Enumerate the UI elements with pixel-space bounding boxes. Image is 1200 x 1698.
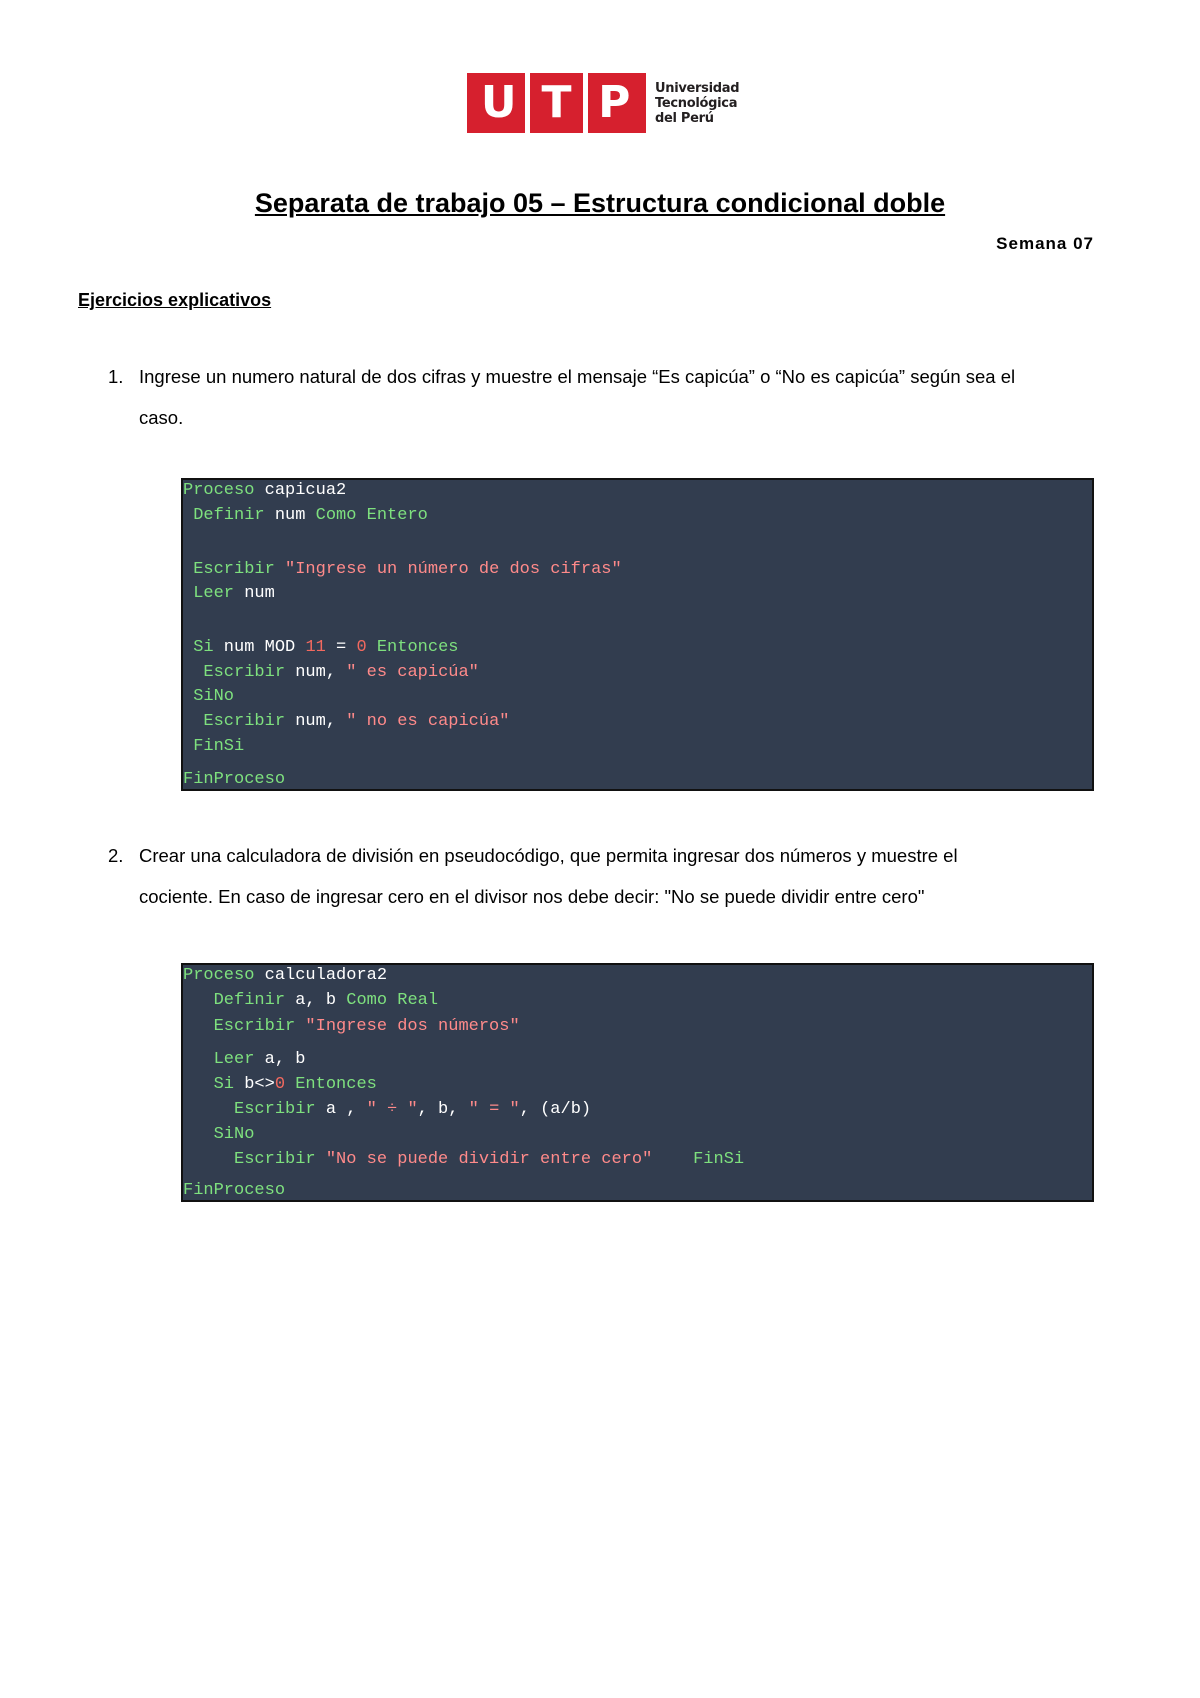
code-keyword: Si [183, 638, 214, 657]
logo-text-line: Universidad [655, 80, 740, 96]
code-line [183, 1100, 591, 1120]
utp-logo [467, 72, 739, 134]
code-text: b<> [234, 1075, 275, 1094]
exercise-text-line: caso. [139, 407, 184, 428]
code-text: num MOD [213, 638, 306, 657]
code-line [183, 687, 234, 707]
exercise-text-line: cociente. En caso de ingresar cero en el divisor nos debe decir: "No se puede dividir entre cero" [139, 886, 925, 907]
code-keyword: Como Entero [315, 506, 428, 525]
code-line [183, 1050, 305, 1070]
exercise-1 [108, 356, 1108, 438]
code-keyword: Si [183, 1075, 235, 1094]
code-number: 0 [274, 1075, 286, 1094]
code-string: "Ingrese dos números" [295, 1017, 520, 1036]
code-keyword: FinProceso [183, 1181, 286, 1200]
code-text: a , [315, 1100, 367, 1119]
code-text: , (a/b) [519, 1100, 592, 1119]
code-line [183, 638, 458, 658]
code-keyword: SiNo [183, 687, 235, 706]
code-keyword: Como Real [346, 991, 439, 1010]
code-keyword: Escribir [183, 663, 286, 682]
code-line [183, 1150, 744, 1170]
code-block-calculadora [181, 963, 1094, 1202]
code-line [183, 770, 285, 790]
code-keyword: Escribir [183, 1150, 316, 1169]
week-label: Semana 07 [996, 234, 1094, 253]
code-keyword: Proceso [183, 966, 255, 985]
code-text: , b, [417, 1100, 469, 1119]
code-line [183, 663, 479, 683]
logo-separator [583, 73, 588, 133]
exercise-number: 1. [108, 366, 124, 387]
code-string: " no es capicúa" [346, 712, 510, 731]
code-keyword: Leer [183, 584, 235, 603]
code-line [183, 506, 428, 526]
code-block-capicua [181, 478, 1094, 791]
code-text: num, [285, 712, 347, 731]
code-string: " ÷ " [366, 1100, 418, 1119]
code-text: = [325, 638, 357, 657]
code-keyword: Definir [183, 506, 265, 525]
code-text: a, b [285, 991, 347, 1010]
code-keyword: Definir [183, 991, 286, 1010]
code-line [183, 1075, 377, 1095]
code-text: num [264, 506, 316, 525]
code-keyword: SiNo [183, 1125, 255, 1144]
exercise-text-line: Crear una calculadora de división en pseudocódigo, que permita ingresar dos números y muestre el [139, 845, 958, 866]
logo-text-line: del Perú [655, 110, 714, 126]
logo-letter-p: P [598, 77, 631, 128]
code-keyword: Leer [183, 1050, 255, 1069]
code-keyword: Escribir [183, 1100, 316, 1119]
code-text: capicua2 [254, 481, 347, 500]
logo-separator [525, 73, 530, 133]
code-keyword: FinSi [652, 1150, 745, 1169]
code-line [183, 1017, 520, 1037]
code-keyword: FinProceso [183, 770, 286, 789]
code-keyword: Escribir [183, 712, 286, 731]
code-number: 11 [305, 638, 326, 657]
code-keyword: Escribir [183, 560, 275, 579]
code-text: a, b [254, 1050, 306, 1069]
code-string: "Ingrese un número de dos cifras" [274, 560, 622, 579]
code-text: calculadora2 [254, 966, 388, 985]
code-text: num [234, 584, 275, 603]
logo-letter-u: U [480, 77, 517, 128]
code-keyword: FinSi [183, 737, 245, 756]
code-line [183, 560, 622, 580]
code-line [183, 966, 387, 986]
code-string: "No se puede dividir entre cero" [315, 1150, 653, 1169]
exercise-number: 2. [108, 845, 124, 866]
code-text: num, [285, 663, 347, 682]
code-keyword: Escribir [183, 1017, 296, 1036]
logo-text-line: Tecnológica [655, 95, 738, 111]
code-line [183, 1181, 285, 1201]
code-keyword: Entonces [366, 638, 459, 657]
code-line [183, 737, 244, 757]
logo-mark [467, 73, 646, 133]
code-keyword: Proceso [183, 481, 255, 500]
exercise-text-line: Ingrese un numero natural de dos cifras y muestre el mensaje “Es capicúa” o “No es capicúa” según sea el [139, 366, 1016, 387]
code-line [183, 481, 346, 501]
code-string: " es capicúa" [346, 663, 479, 682]
code-line [183, 712, 509, 732]
logo-wordmark [655, 81, 739, 126]
logo-letter-t: T [541, 77, 572, 128]
section-heading: Ejercicios explicativos [78, 290, 272, 310]
exercise-2 [108, 835, 1108, 917]
code-line [183, 584, 275, 604]
code-line [183, 991, 438, 1011]
code-number: 0 [356, 638, 367, 657]
code-keyword: Entonces [285, 1075, 377, 1094]
code-string: " = " [468, 1100, 520, 1119]
code-line [183, 1125, 254, 1145]
document-title: Separata de trabajo 05 – Estructura condicional doble [254, 188, 946, 218]
